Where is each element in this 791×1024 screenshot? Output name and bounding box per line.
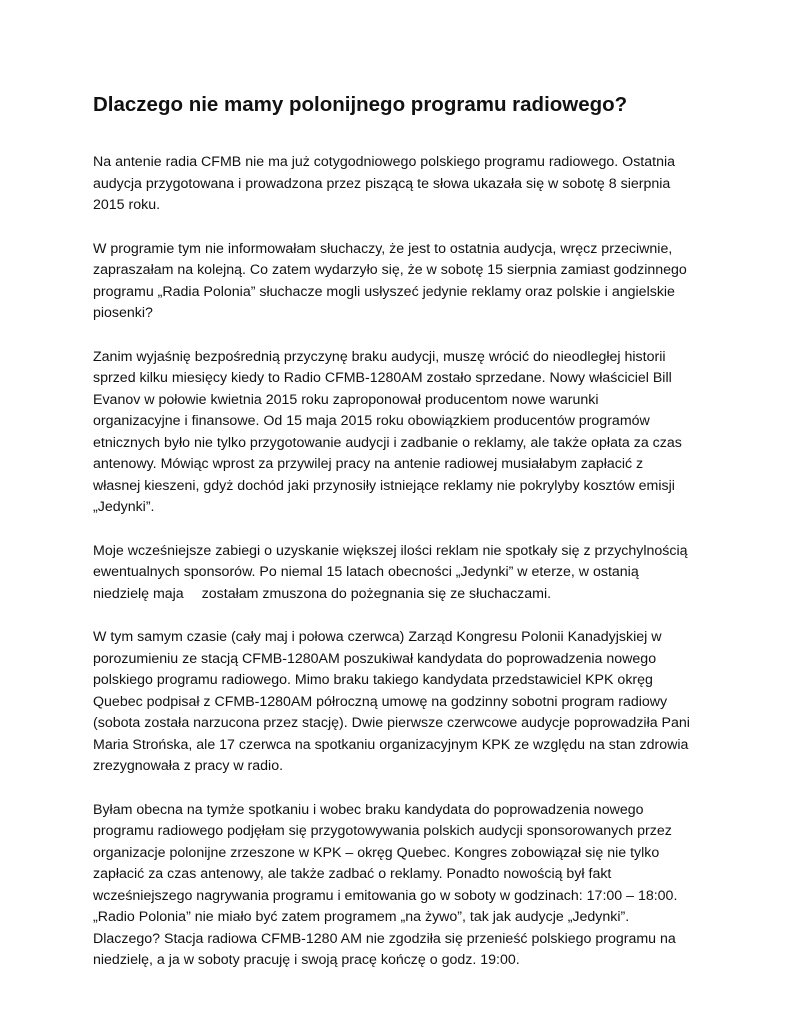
- text-line: W programie tym nie informowałam słuchaczy, że jest to ostatnia audycja, wręcz przeciwnie,: [93, 240, 673, 257]
- text-line: zrezygnowała z pracy w radio.: [93, 758, 284, 774]
- text-line: Byłam obecna na tymże spotkaniu i wobec braku kandydata do poprowadzenia nowego: [93, 801, 644, 818]
- paragraph-3: [93, 347, 703, 519]
- text-line: audycja przygotowana i prowadzona przez piszącą te słowa ukazała się w sobotę 8 sierpnia: [93, 175, 671, 192]
- text-line: polskiego programu radiowego. Mimo braku takiego kandydata przedstawiciel KPK okręg: [93, 672, 653, 688]
- text-line: wcześniejszego nagrywania programu i emitowania go w soboty w godzinach: 17:00 – 18:00.: [93, 887, 678, 904]
- paragraph-5: [93, 627, 703, 778]
- text-line: niedzielę, a ja w soboty pracuję i swoją pracę kończę o godz. 19:00.: [93, 952, 520, 968]
- text-line: etnicznych było nie tylko przygotowanie audycji i zadbanie o reklamy, ale także opłata za czas: [93, 434, 682, 451]
- text-line-split: [93, 584, 703, 606]
- text-line: „Radio Polonia” nie miało być zatem programem „na żywo”, tak jak audycje „Jedynki”.: [93, 909, 630, 925]
- text-line: programu „Radia Polonia” słuchacze mogli usłyszeć jedynie reklamy oraz polskie i angielskie: [93, 283, 675, 300]
- page-title: Dlaczego nie mamy polonijnego programu radiowego?: [93, 93, 628, 116]
- text-line: piosenki?: [93, 305, 153, 321]
- text-line: zapraszałam na kolejną. Co zatem wydarzyło się, że w sobotę 15 sierpnia zamiast godzinnego: [93, 262, 687, 278]
- text-line: programu radiowego podjęłam się przygotowywania polskich audycji sponsorowanych przez: [93, 823, 672, 839]
- text-line: 2015 roku.: [93, 197, 161, 213]
- text-line: Dlaczego? Stacja radiowa CFMB-1280 AM nie zgodziła się przenieść polskiego programu na: [93, 930, 676, 947]
- text-line: (sobota została narzucona przez stację). Dwie pierwsze czerwcowe audycje poprowadziła Pani: [93, 715, 690, 731]
- text-line: organizacyjne i finansowe. Od 15 maja 2015 roku obowiązkiem producentów programów: [93, 413, 650, 429]
- text-line: własnej kieszeni, gdyż dochód jaki przynosiły istniejące reklamy nie pokrylyby kosztów emisji: [93, 477, 675, 494]
- text-line: Zanim wyjaśnię bezpośrednią przyczynę braku audycji, muszę wrócić do nieodległej historii: [93, 348, 666, 365]
- paragraph-1: [93, 152, 703, 217]
- text-line: „Jedynki”.: [93, 499, 155, 515]
- text-line: Evanov w połowie kwietnia 2015 roku zaproponował producentom nowe warunki: [93, 391, 599, 408]
- text-line-part: zostałam zmuszona do pożegnania się ze słuchaczami.: [201, 585, 552, 602]
- article-body: [93, 152, 703, 994]
- text-line-part: niedzielę maja: [93, 585, 184, 602]
- text-line: Maria Strońska, ale 17 czerwca na spotkaniu organizacyjnym KPK ze względu na stan zdrowia: [93, 736, 689, 753]
- text-line: Moje wcześniejsze zabiegi o uzyskanie większej ilości reklam nie spotkały się z przychylnością: [93, 542, 688, 559]
- text-line: Quebec podpisał z CFMB-1280AM półroczną umowę na godzinny sobotni program radiowy: [93, 693, 668, 710]
- text-line: zapłacić za czas antenowy, ale także zadbać o reklamy. Ponadto nowością był fakt: [93, 866, 612, 882]
- text-line: sprzed kilku miesięcy kiedy to Radio CFMB-1280AM zostało sprzedane. Nowy właściciel Bill: [93, 370, 672, 386]
- text-line: porozumieniu ze stacją CFMB-1280AM poszukiwał kandydata do poprowadzenia nowego: [93, 650, 657, 667]
- paragraph-4: [93, 541, 703, 606]
- text-line: W tym samym czasie (cały maj i połowa czerwca) Zarząd Kongresu Polonii Kanadyjskiej w: [93, 629, 662, 645]
- paragraph-6: [93, 800, 703, 972]
- paragraph-2: [93, 239, 703, 325]
- text-line: ewentualnych sponsorów. Po niemal 15 latach obecności „Jedynki” w eterze, w ostanią: [93, 564, 639, 580]
- text-line: organizacje polonijne zrzeszone w KPK – okręg Quebec. Kongres zobowiązał się nie tylko: [93, 844, 660, 861]
- text-line: Na antenie radia CFMB nie ma już cotygodniowego polskiego programu radiowego. Ostatnia: [93, 154, 676, 170]
- text-line: antenowy. Mówiąc wprost za przywilej pracy na antenie radiowej musiałabym zapłacić z: [93, 456, 644, 472]
